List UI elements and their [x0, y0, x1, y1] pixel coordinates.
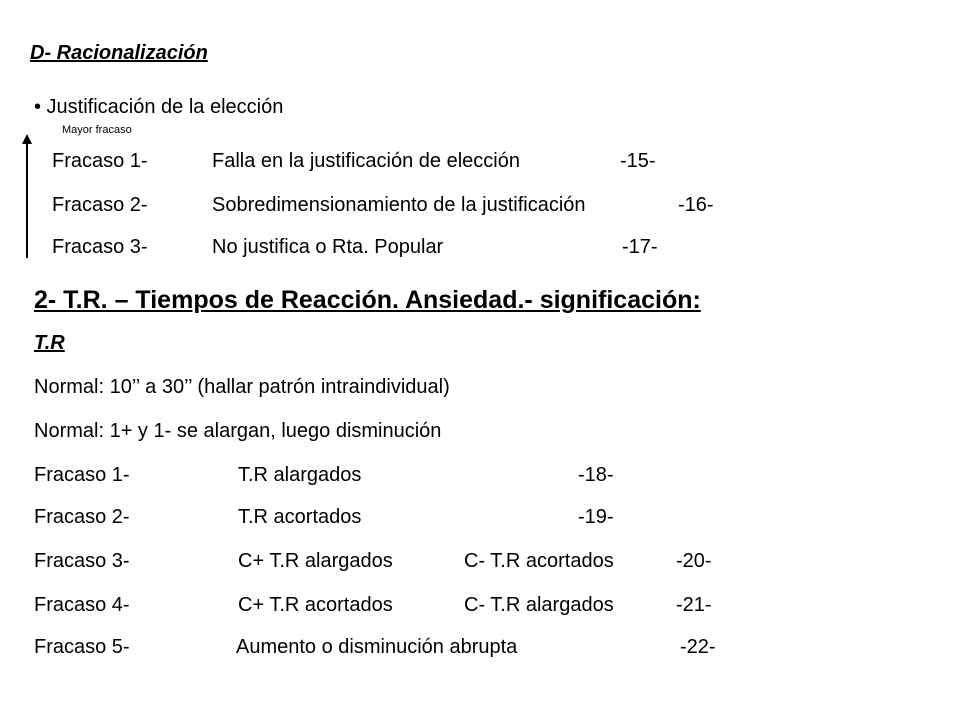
- tr-row-4-code: -21-: [676, 594, 712, 616]
- tr-row-3-code: -20-: [676, 550, 712, 572]
- tr-row-1-code: -18-: [578, 464, 614, 486]
- tr-row-2-label: Fracaso 2-: [34, 506, 130, 528]
- d-row-3-label: Fracaso 3-: [52, 236, 148, 258]
- d-row-2-code: -16-: [678, 194, 714, 216]
- d-row-1-label: Fracaso 1-: [52, 150, 148, 172]
- normal-range: Normal: 10’’ a 30’’ (hallar patrón intraindividual): [34, 376, 450, 398]
- section-d-title: D- Racionalización: [30, 42, 208, 64]
- tr-row-4-label: Fracaso 4-: [34, 594, 130, 616]
- tr-row-5-c1: Aumento o disminución abrupta: [236, 636, 518, 658]
- d-row-3-code: -17-: [622, 236, 658, 258]
- tr-row-1-label: Fracaso 1-: [34, 464, 130, 486]
- tr-row-2-code: -19-: [578, 506, 614, 528]
- section-2-subtitle: T.R: [34, 332, 65, 354]
- d-row-1-code: -15-: [620, 150, 656, 172]
- tr-row-4-c2: C- T.R alargados: [464, 594, 614, 616]
- tr-row-3-c1: C+ T.R alargados: [238, 550, 393, 572]
- d-row-1-desc: Falla en la justificación de elección: [212, 150, 520, 172]
- tr-row-5-label: Fracaso 5-: [34, 636, 130, 658]
- scale-label: Mayor fracaso: [62, 124, 132, 136]
- bullet-justification: • Justificación de la elección: [34, 96, 284, 118]
- section-2-title: 2- T.R. – Tiempos de Reacción. Ansiedad.- significación:: [34, 286, 701, 314]
- d-row-2-desc: Sobredimensionamiento de la justificación: [212, 194, 586, 216]
- up-arrow-line: [26, 138, 28, 258]
- tr-row-5-code: -22-: [680, 636, 716, 658]
- tr-row-3-label: Fracaso 3-: [34, 550, 130, 572]
- d-row-3-desc: No justifica o Rta. Popular: [212, 236, 444, 258]
- d-row-2-label: Fracaso 2-: [52, 194, 148, 216]
- normal-pattern: Normal: 1+ y 1- se alargan, luego disminución: [34, 420, 442, 442]
- tr-row-4-c1: C+ T.R acortados: [238, 594, 393, 616]
- tr-row-1-c1: T.R alargados: [238, 464, 362, 486]
- tr-row-3-c2: C- T.R acortados: [464, 550, 614, 572]
- tr-row-2-c1: T.R acortados: [238, 506, 362, 528]
